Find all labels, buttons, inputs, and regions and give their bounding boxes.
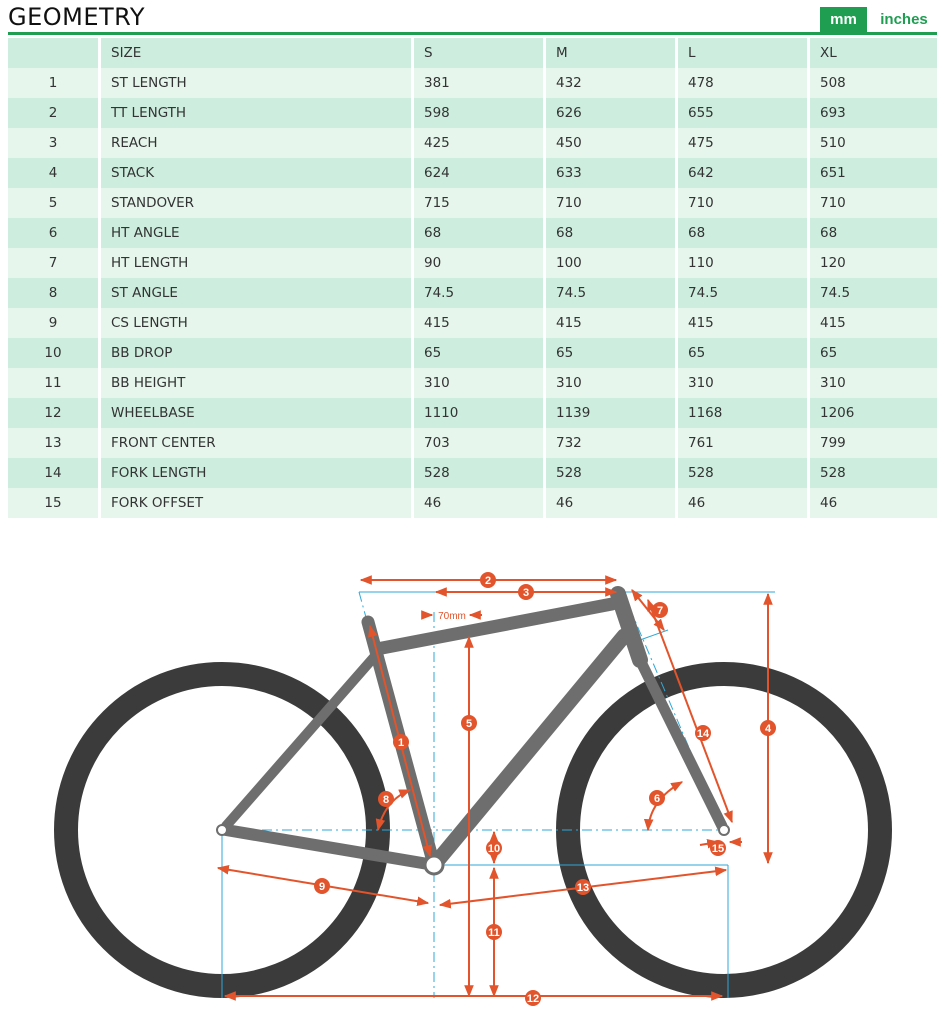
row-number: 2 — [8, 98, 101, 128]
cell-s: 46 — [414, 488, 546, 518]
cell-xl: 415 — [810, 308, 937, 338]
page-title: GEOMETRY — [8, 3, 145, 31]
svg-text:8: 8 — [382, 794, 390, 806]
marker-15 — [710, 840, 726, 856]
row-label: HT LENGTH — [101, 248, 414, 278]
svg-text:12: 12 — [526, 993, 540, 1005]
table-row — [8, 278, 937, 308]
cell-s: 310 — [414, 368, 546, 398]
row-label: ST ANGLE — [101, 278, 414, 308]
row-number: 1 — [8, 68, 101, 98]
row-number: 3 — [8, 128, 101, 158]
cell-l: 74.5 — [678, 278, 810, 308]
svg-text:9: 9 — [318, 881, 326, 893]
cell-xl: 528 — [810, 458, 937, 488]
cell-l: 65 — [678, 338, 810, 368]
cell-s: 68 — [414, 218, 546, 248]
cell-l: 475 — [678, 128, 810, 158]
row-number: 11 — [8, 368, 101, 398]
chain-stay — [226, 830, 434, 865]
row-label: ST LENGTH — [101, 68, 414, 98]
row-number: 4 — [8, 158, 101, 188]
column-header-size: SIZE — [101, 38, 414, 68]
svg-text:14: 14 — [696, 728, 710, 740]
cell-m: 432 — [546, 68, 678, 98]
cell-s: 598 — [414, 98, 546, 128]
table-row — [8, 488, 937, 518]
cell-xl: 120 — [810, 248, 937, 278]
cell-l: 710 — [678, 188, 810, 218]
cell-s: 425 — [414, 128, 546, 158]
rear-axle — [217, 825, 227, 835]
cell-s: 1110 — [414, 398, 546, 428]
row-label: STANDOVER — [101, 188, 414, 218]
cell-m: 310 — [546, 368, 678, 398]
marker-5 — [461, 715, 477, 731]
row-number: 15 — [8, 488, 101, 518]
column-header-s: S — [414, 38, 546, 68]
table-row — [8, 188, 937, 218]
cell-l: 110 — [678, 248, 810, 278]
table-row — [8, 158, 937, 188]
cell-xl: 310 — [810, 368, 937, 398]
svg-text:5: 5 — [465, 718, 473, 730]
row-label: CS LENGTH — [101, 308, 414, 338]
table-row — [8, 248, 937, 278]
marker-14 — [695, 725, 711, 741]
table-row — [8, 428, 937, 458]
cell-m: 415 — [546, 308, 678, 338]
marker-7 — [652, 602, 668, 618]
cell-l: 68 — [678, 218, 810, 248]
cell-m: 46 — [546, 488, 678, 518]
svg-text:6: 6 — [653, 793, 661, 805]
cell-m: 710 — [546, 188, 678, 218]
cell-s: 703 — [414, 428, 546, 458]
table-row — [8, 458, 937, 488]
marker-13 — [575, 879, 591, 895]
row-label: BB HEIGHT — [101, 368, 414, 398]
cell-s: 90 — [414, 248, 546, 278]
cell-xl: 799 — [810, 428, 937, 458]
table-header-row — [8, 38, 937, 68]
marker-6 — [649, 790, 665, 806]
cell-m: 68 — [546, 218, 678, 248]
cell-m: 528 — [546, 458, 678, 488]
row-number: 9 — [8, 308, 101, 338]
svg-text:1: 1 — [397, 737, 405, 749]
top-tube — [382, 604, 612, 648]
table-row — [8, 128, 937, 158]
cell-m: 1139 — [546, 398, 678, 428]
row-label: FORK LENGTH — [101, 458, 414, 488]
table-row — [8, 398, 937, 428]
cell-m: 65 — [546, 338, 678, 368]
unit-toggle-mm[interactable]: mm — [820, 7, 867, 33]
standover-offset-label: 70mm — [438, 611, 466, 622]
bottom-bracket — [425, 856, 443, 874]
row-label: STACK — [101, 158, 414, 188]
table-row — [8, 338, 937, 368]
cell-s: 715 — [414, 188, 546, 218]
cell-l: 310 — [678, 368, 810, 398]
svg-text:13: 13 — [576, 882, 590, 894]
svg-text:7: 7 — [656, 605, 664, 617]
table-row — [8, 68, 937, 98]
svg-text:11: 11 — [488, 927, 500, 939]
header-rule — [8, 32, 937, 35]
marker-3 — [518, 584, 534, 600]
marker-1 — [393, 734, 409, 750]
column-header-number — [8, 38, 101, 68]
svg-text:4: 4 — [764, 723, 772, 735]
row-number: 13 — [8, 428, 101, 458]
column-header-xl: XL — [810, 38, 937, 68]
cell-m: 74.5 — [546, 278, 678, 308]
geometry-header — [0, 0, 945, 36]
row-label: TT LENGTH — [101, 98, 414, 128]
marker-8 — [378, 791, 394, 807]
cell-s: 381 — [414, 68, 546, 98]
table-row — [8, 368, 937, 398]
column-header-l: L — [678, 38, 810, 68]
cell-l: 655 — [678, 98, 810, 128]
cell-s: 65 — [414, 338, 546, 368]
row-number: 6 — [8, 218, 101, 248]
bike-geometry-diagram — [0, 520, 945, 1019]
cell-xl: 651 — [810, 158, 937, 188]
row-label: HT ANGLE — [101, 218, 414, 248]
cell-l: 478 — [678, 68, 810, 98]
cell-xl: 68 — [810, 218, 937, 248]
row-number: 7 — [8, 248, 101, 278]
marker-9 — [314, 878, 330, 894]
cell-xl: 693 — [810, 98, 937, 128]
column-header-m: M — [546, 38, 678, 68]
cell-s: 74.5 — [414, 278, 546, 308]
row-number: 8 — [8, 278, 101, 308]
cell-s: 528 — [414, 458, 546, 488]
cell-l: 642 — [678, 158, 810, 188]
row-number: 5 — [8, 188, 101, 218]
geometry-table — [8, 38, 937, 518]
marker-11 — [486, 924, 502, 940]
cell-s: 624 — [414, 158, 546, 188]
cell-xl: 710 — [810, 188, 937, 218]
cell-xl: 508 — [810, 68, 937, 98]
table-row — [8, 98, 937, 128]
cell-l: 415 — [678, 308, 810, 338]
front-axle — [719, 825, 729, 835]
row-number: 14 — [8, 458, 101, 488]
row-label: FORK OFFSET — [101, 488, 414, 518]
marker-4 — [760, 720, 776, 736]
row-label: REACH — [101, 128, 414, 158]
cell-l: 1168 — [678, 398, 810, 428]
unit-toggle-inches[interactable]: inches — [880, 11, 928, 28]
cell-xl: 1206 — [810, 398, 937, 428]
marker-2 — [480, 572, 496, 588]
cell-xl: 65 — [810, 338, 937, 368]
marker-12 — [525, 990, 541, 1006]
marker-10 — [486, 840, 502, 856]
cell-l: 46 — [678, 488, 810, 518]
cell-m: 732 — [546, 428, 678, 458]
cell-m: 626 — [546, 98, 678, 128]
row-number: 12 — [8, 398, 101, 428]
cell-s: 415 — [414, 308, 546, 338]
cell-xl: 510 — [810, 128, 937, 158]
svg-text:10: 10 — [487, 843, 501, 855]
row-number: 10 — [8, 338, 101, 368]
cell-m: 633 — [546, 158, 678, 188]
svg-text:3: 3 — [522, 587, 530, 599]
svg-text:2: 2 — [484, 575, 492, 587]
row-label: WHEELBASE — [101, 398, 414, 428]
table-row — [8, 308, 937, 338]
bike-frame — [226, 594, 725, 865]
bike-geometry-svg — [0, 520, 945, 1019]
table-row — [8, 218, 937, 248]
cell-xl: 46 — [810, 488, 937, 518]
cell-xl: 74.5 — [810, 278, 937, 308]
cell-m: 100 — [546, 248, 678, 278]
cell-l: 528 — [678, 458, 810, 488]
cell-l: 761 — [678, 428, 810, 458]
svg-text:15: 15 — [711, 843, 725, 855]
row-label: BB DROP — [101, 338, 414, 368]
row-label: FRONT CENTER — [101, 428, 414, 458]
cell-m: 450 — [546, 128, 678, 158]
